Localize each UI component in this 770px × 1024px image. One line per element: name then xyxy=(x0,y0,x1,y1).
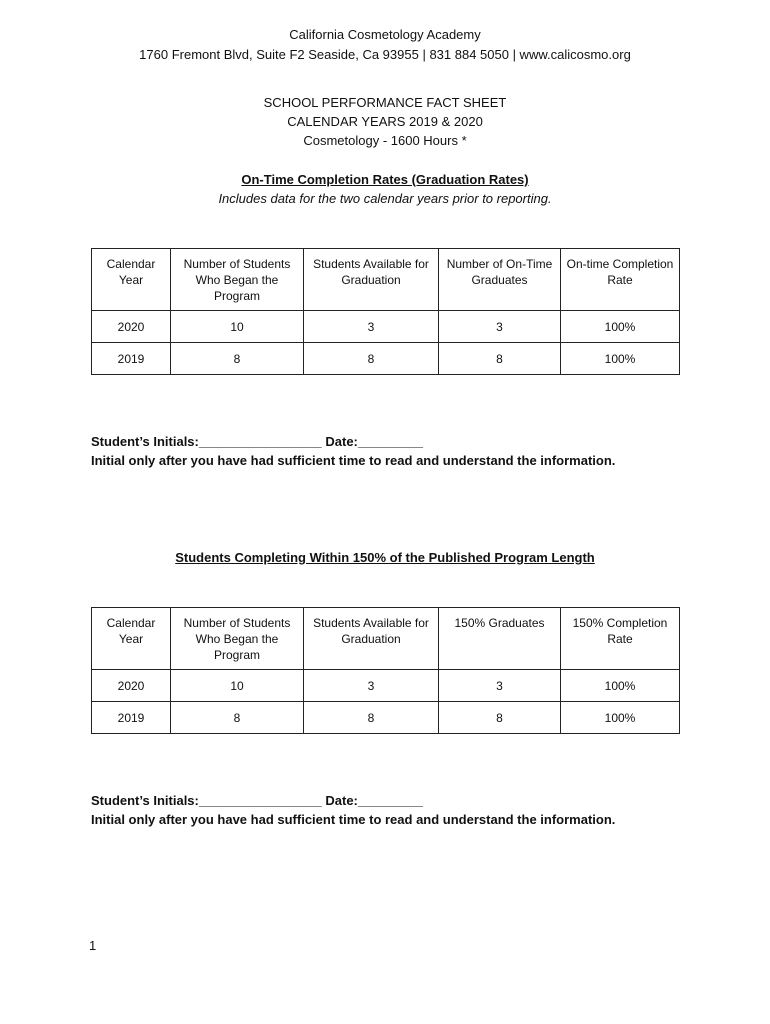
table-header-row xyxy=(92,249,680,311)
ontime-completion-table xyxy=(91,248,680,375)
table-cell: 3 xyxy=(304,670,439,702)
doc-program: Cosmetology - 1600 Hours * xyxy=(303,133,467,148)
col-header: Number of Students Who Began the Program xyxy=(171,608,304,670)
section1-heading: On-Time Completion Rates (Graduation Rates) xyxy=(241,172,529,187)
table-cell: 2020 xyxy=(92,670,171,702)
table-cell: 100% xyxy=(561,343,680,375)
col-header: Students Available for Graduation xyxy=(304,249,439,311)
table-cell: 2019 xyxy=(92,702,171,734)
table-cell: 8 xyxy=(304,702,439,734)
table-cell: 8 xyxy=(171,343,304,375)
col-header: Number of On-Time Graduates xyxy=(439,249,561,311)
table-row xyxy=(92,670,680,702)
doc-title: SCHOOL PERFORMANCE FACT SHEET xyxy=(263,95,507,110)
doc-calendar-years: CALENDAR YEARS 2019 & 2020 xyxy=(287,114,483,129)
section1-initials-line: Student’s Initials:_________________ Date:_________ xyxy=(91,434,423,449)
table-cell: 8 xyxy=(439,702,561,734)
col-header: 150% Completion Rate xyxy=(561,608,680,670)
section1-initials-note: Initial only after you have had sufficient time to read and understand the information. xyxy=(91,453,616,468)
table-cell: 3 xyxy=(439,311,561,343)
table-row xyxy=(92,343,680,375)
table-row xyxy=(92,311,680,343)
col-header: Number of Students Who Began the Program xyxy=(171,249,304,311)
table-cell: 3 xyxy=(439,670,561,702)
table-cell: 8 xyxy=(439,343,561,375)
section2-initials-note: Initial only after you have had sufficient time to read and understand the information. xyxy=(91,812,616,827)
table-header-row xyxy=(92,608,680,670)
col-header: Students Available for Graduation xyxy=(304,608,439,670)
col-header: On-time Completion Rate xyxy=(561,249,680,311)
section2-initials-line: Student’s Initials:_________________ Date:_________ xyxy=(91,793,423,808)
table-row xyxy=(92,702,680,734)
table-cell: 100% xyxy=(561,702,680,734)
school-address: 1760 Fremont Blvd, Suite F2 Seaside, Ca 93955 | 831 884 5050 | www.calicosmo.org xyxy=(139,47,631,62)
table-cell: 2020 xyxy=(92,311,171,343)
table-cell: 8 xyxy=(304,343,439,375)
col-header: Calendar Year xyxy=(92,249,171,311)
table-cell: 10 xyxy=(171,670,304,702)
table-cell: 10 xyxy=(171,311,304,343)
table-cell: 2019 xyxy=(92,343,171,375)
150-percent-completion-table xyxy=(91,607,680,734)
school-name: California Cosmetology Academy xyxy=(289,27,481,42)
section2-heading: Students Completing Within 150% of the Published Program Length xyxy=(175,550,595,565)
table-cell: 100% xyxy=(561,311,680,343)
page-number: 1 xyxy=(89,938,97,953)
col-header: Calendar Year xyxy=(92,608,171,670)
table-cell: 100% xyxy=(561,670,680,702)
section1-subheading: Includes data for the two calendar years prior to reporting. xyxy=(218,191,552,206)
table-cell: 3 xyxy=(304,311,439,343)
table-cell: 8 xyxy=(171,702,304,734)
col-header: 150% Graduates xyxy=(439,608,561,670)
